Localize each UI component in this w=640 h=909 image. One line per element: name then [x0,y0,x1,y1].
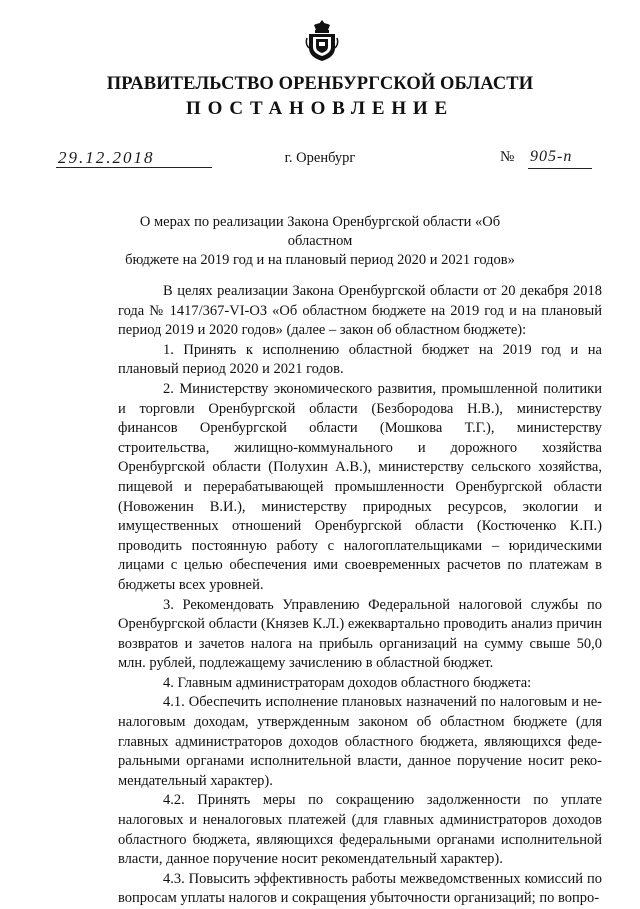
number-sign: № [500,149,515,165]
document-city: г. Оренбург [284,150,356,166]
paragraph-4-3: 4.3. Повысить эффективность работы межведомственных комиссий по вопросам уплаты налогов и сокращения убыточности организаций; по вопро- [118,870,602,907]
paragraph-4-2: 4.2. Принять меры по сокращению задолженности по уплате налоговых и неналоговых платежей (для главных администраторов доходов областного бюджета, являющихся федеральными органами исполнительной власти, данное поручение носит рекомендательный характер). [118,792,602,868]
title-line-1: О мерах по реализации Закона Оренбургской области «Об областном [139,214,501,249]
coat-of-arms-emblem [305,18,339,62]
document-title [110,213,530,270]
paragraph-4: 4. Главным администраторам доходов областного бюджета: [163,674,532,691]
document-number [500,148,600,166]
number-underline [528,168,592,169]
document-body [118,282,602,909]
paragraph-4-1: 4.1. Обеспечить исполнение плановых назначений по налоговым и неналоговым доходам, утвержденным законом об областном бюджете (для главных администраторов доходов областного бюджета, являющихся федеральными органами исполнительной власти, данное поручение носит рекомендательный характер). [118,694,602,789]
document-date-value: 29.12.2018 [58,148,155,167]
document-type: ПОСТАНОВЛЕНИЕ [186,98,454,119]
paragraph-2: 2. Министерству экономического развития, промышленной политики и торговли Оренбургской области (Безбородова Н.В.), министерству финансов Оренбургской области (Мошкова Т.Г.), министерству строительства, жилищно-коммунального и дорожного хозяйства Оренбургской области (Полухин А.В.), министерству сельского хозяйства, пищевой и перерабатывающей промышленности Оренбургской области (Новоженин В.И.), министерству природных ресурсов, экологии и имущественных отношений Оренбургской области (Костюченко К.П.) проводить постоянную работу с налогоплательщиками – юридическими лицами с целью обеспечения ими своевременных расчетов по платежам в бюджеты всех уровней. [118,380,602,593]
title-line-2: бюджете на 2019 год и на плановый период 2020 и 2021 годов» [125,252,515,268]
paragraph-3: 3. Рекомендовать Управлению Федеральной налоговой службы по Оренбургской области (Князев К.Л.) ежеквартально проводить анализ причин возвратов и зачетов налога на прибыль организаций на сумму свыше 50,0 млн. рублей, подлежащему зачислению в областной бюджет. [118,596,602,672]
government-name: ПРАВИТЕЛЬСТВО ОРЕНБУРГСКОЙ ОБЛАСТИ [106,74,534,94]
number-value: 905-п [530,148,573,165]
paragraph-1: 1. Принять к исполнению областной бюджет на 2019 год и на плановый период 2020 и 2021 годов. [118,341,602,378]
date-underline [56,167,212,168]
paragraph-preamble: В целях реализации Закона Оренбургской области от 20 декабря 2018 года № 1417/367-VI-ОЗ «Об областном бюджете на 2019 год и на плановый период 2019 и 2020 годов» (далее – закон об областном бюджете): [118,283,602,339]
